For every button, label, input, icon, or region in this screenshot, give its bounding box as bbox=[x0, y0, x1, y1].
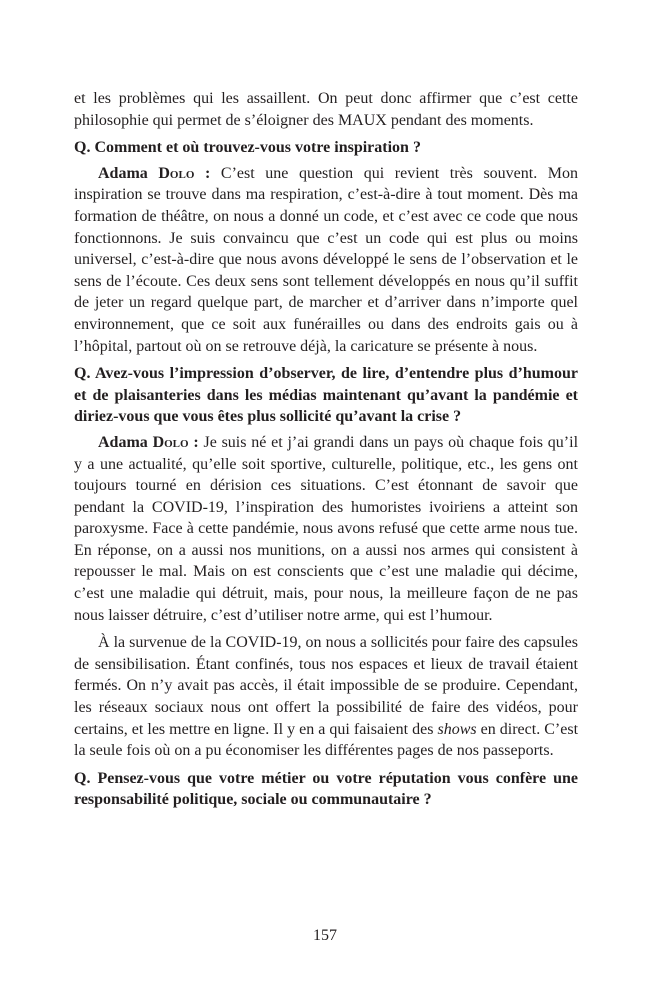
answer-inspiration bbox=[74, 163, 578, 357]
question-inspiration: Q. Comment et où trouvez-vous votre inspiration ? bbox=[74, 139, 421, 157]
paragraph-continuation: et les problèmes qui les assaillent. On peut donc affirmer que c’est cette philosophie qui permet de s’éloigner des MAUX pendant des moments. bbox=[74, 90, 578, 129]
page-body bbox=[74, 88, 578, 815]
answer-text: C’est une question qui revient très souvent. Mon inspiration se trouve dans ma respiration, c’est-à-dire à tout moment. Dès ma formation de théâtre, on nous a donné un code, et c’est avec ce code que nous fonctionnons. Je suis convaincu que c’est un code qui est plus ou moins universel, c’est-à-dire que nous avons développé le sens de l’observation et le sens de l’écoute. Ces deux sens sont tellement développés en nous qu’il suffit de jeter un regard quelque part, de marcher et d’arriver dans n’importe quel environnement, que ce soit aux funérailles ou dans des endroits gais ou à l’hôpital, partout où on se retrouve déjà, la caricature se présente à nous. bbox=[74, 164, 579, 355]
question-responsibility: Q. Pensez-vous que votre métier ou votre réputation vous confère une responsabilité politique, sociale ou communautaire ? bbox=[74, 769, 578, 809]
page-number: 157 bbox=[313, 927, 337, 944]
paragraph-covid-capsules: À la survenue de la COVID-19, on nous a sollicités pour faire des capsules de sensibilisation. Étant confinés, tous nos espaces et lieux de travail étaient fermés. On n’y avait pas accès, il était impossible de se produire. Cependant, les réseaux sociaux nous ont offert la possibilité de faire des vidéos, pour certains, et les mettre en ligne. Il y en a qui faisaient des shows en direct. C’est la seule fois où on a pu économiser les différentes pages de nos passeports. bbox=[74, 634, 579, 760]
italic-term: shows bbox=[437, 720, 477, 738]
speaker-name: Adama Dolo : bbox=[98, 164, 211, 182]
speaker-name: Adama Dolo : bbox=[98, 433, 199, 451]
answer-humour-media bbox=[74, 432, 578, 626]
answer-text: Je suis né et j’ai grandi dans un pays où chaque fois qu’il y a une actualité, qu’elle soit sportive, culturelle, politique, etc., les gens ont toujours tourné en dérision ces situations. C’est étonnant de savoir que pendant la COVID-19, l’inspiration des humoristes ivoiriens a atteint son paroxysme. Face à cette pandémie, nous avons refusé que cette arme nous tue. En réponse, on a aussi nos munitions, on a aussi nos armes qui consistent à repousser le mal. Mais on est conscients que c’est une maladie qui décime, c’est une maladie qui détruit, mais, pour nous, la meilleure façon de ne pas nous laisser détruire, c’est d’utiliser notre arme, qui est l’humour. bbox=[74, 433, 579, 624]
question-humour-media: Q. Avez-vous l’impression d’observer, de lire, d’entendre plus d’humour et de plaisanteries dans les médias maintenant qu’avant la pandémie et diriez-vous que vous êtes plus sollicité qu’avant la crise ? bbox=[74, 365, 578, 426]
